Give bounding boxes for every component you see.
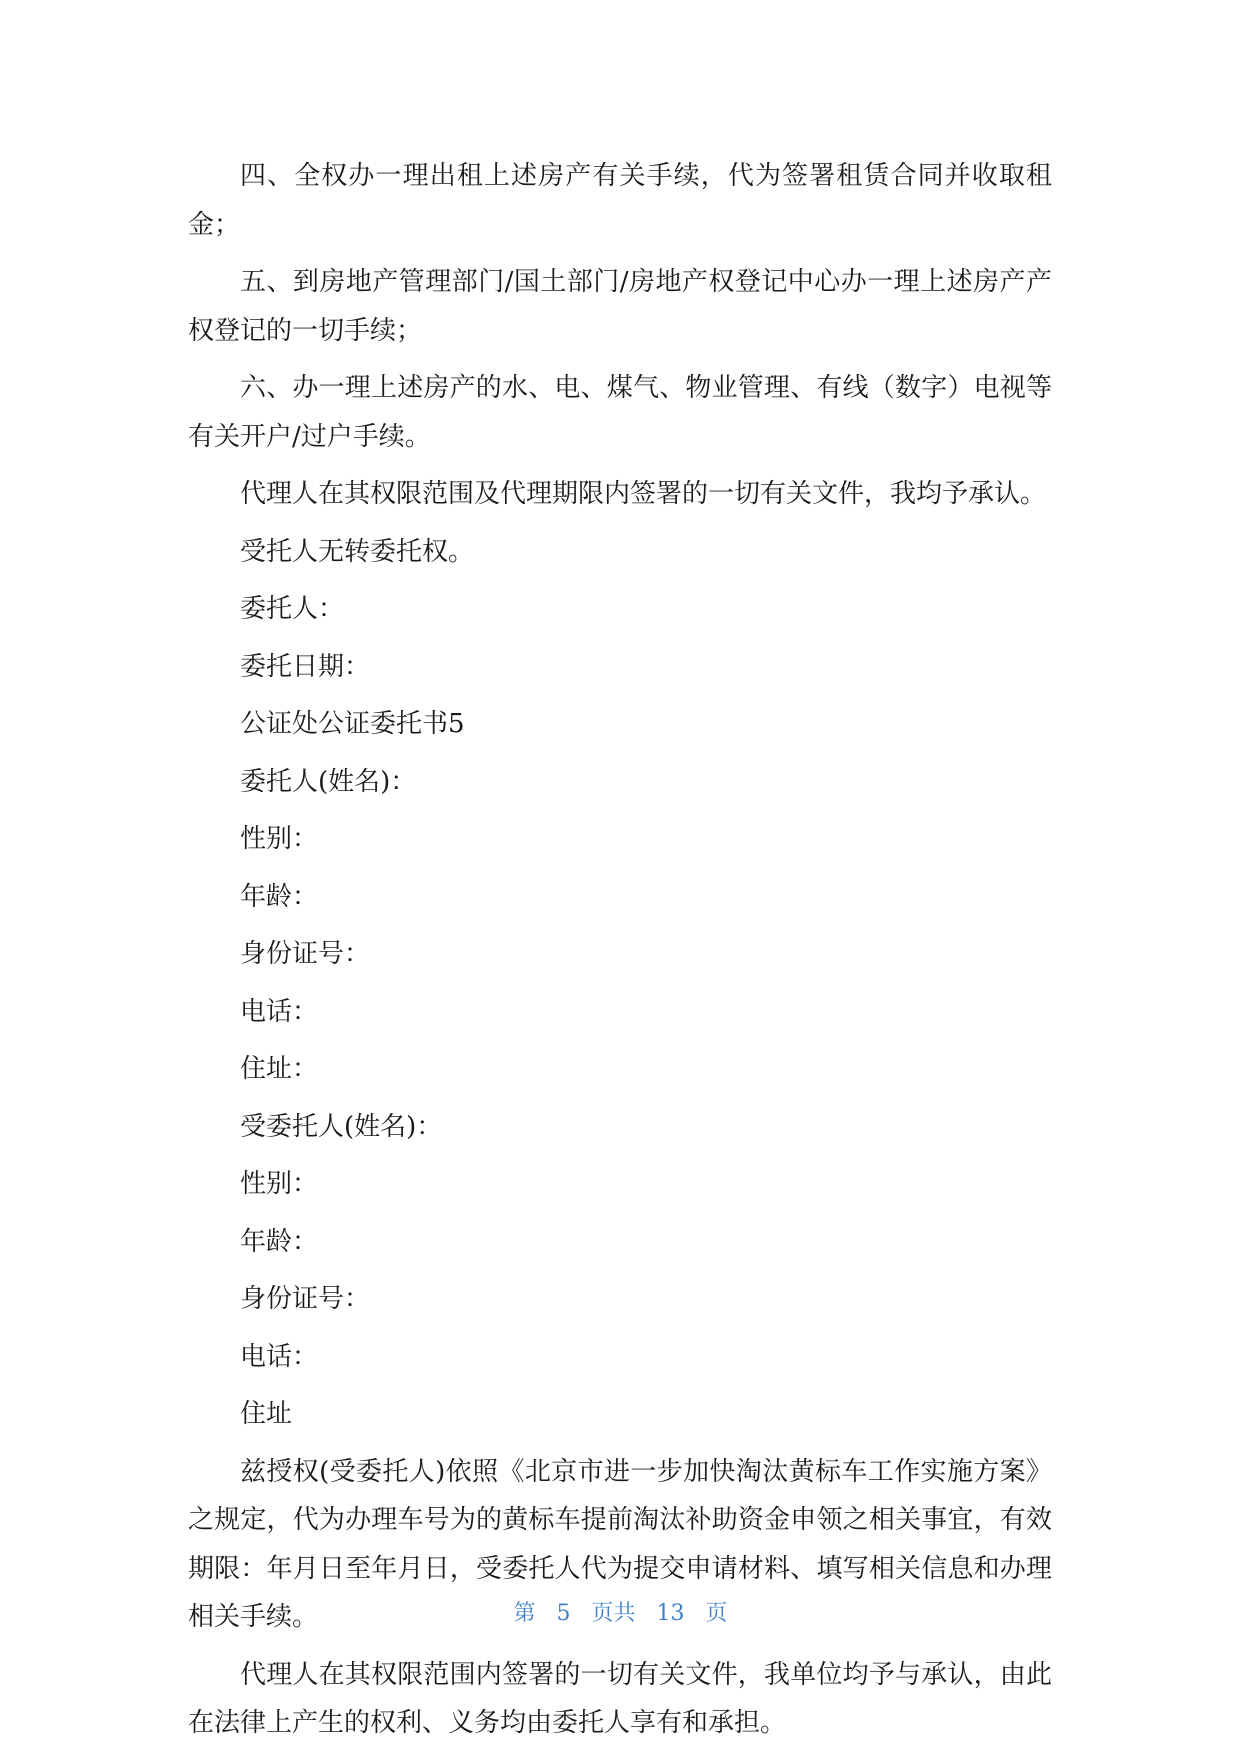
paragraph-no-subdelegation: 受托人无转委托权。 [240,536,475,567]
field-principal-name: 委托人(姓名)： [240,766,417,797]
field-principal-id-number: 身份证号： [240,939,371,969]
field-agent-age: 年龄： [240,1226,319,1257]
section-title: 公证处公证委托书5 [240,709,465,739]
page-number-footer [0,1599,1241,1629]
field-principal-gender: 性别： [240,824,319,854]
field-principal-address: 住址： [240,1054,319,1084]
footer-prefix: 第 [513,1601,536,1626]
field-agent-phone: 电话： [240,1341,319,1372]
paragraph-item-6: 六、办一理上述房产的水、电、煤气、物业管理、有线（数字）电视等有关开户/过户手续。 [188,373,1052,452]
field-principal-age: 年龄： [240,881,319,912]
paragraph-approval: 代理人在其权限范围及代理期限内签署的一切有关文件，我均予承认。 [240,479,1047,509]
footer-current-page: 5 [556,1601,571,1626]
paragraph-item-5: 五、到房地产管理部门/国土部门/房地产权登记中心办一理上述房产产权登记的一切手续； [188,267,1052,346]
footer-middle: 页共 [591,1601,636,1626]
paragraph-item-4: 四、全权办一理出租上述房产有关手续，代为签署租赁合同并收取租金； [188,161,1052,240]
field-agent-address: 住址 [240,1399,293,1429]
document-body [188,152,1052,1748]
field-agent-gender: 性别： [240,1169,319,1199]
field-principal-phone: 电话： [240,996,319,1027]
footer-total-pages: 13 [656,1601,685,1626]
field-agent-name: 受委托人(姓名)： [240,1111,443,1142]
field-commission-date: 委托日期： [240,651,371,682]
paragraph-authorization: 兹授权(受委托人)依照《北京市进一步加快淘汰黄标车工作实施方案》之规定，代为办理车号为的黄标车提前淘汰补助资金申领之相关事宜，有效期限：年月日至年月日，受委托人代为提交申请材料、填写相关信息和办理相关手续。 [188,1456,1052,1632]
footer-suffix: 页 [705,1601,728,1626]
paragraph-legal-responsibility: 代理人在其权限范围内签署的一切有关文件，我单位均予与承认，由此在法律上产生的权利、义务均由委托人享有和承担。 [188,1659,1052,1738]
field-agent-id-number: 身份证号： [240,1284,371,1314]
field-principal: 委托人： [240,594,345,624]
